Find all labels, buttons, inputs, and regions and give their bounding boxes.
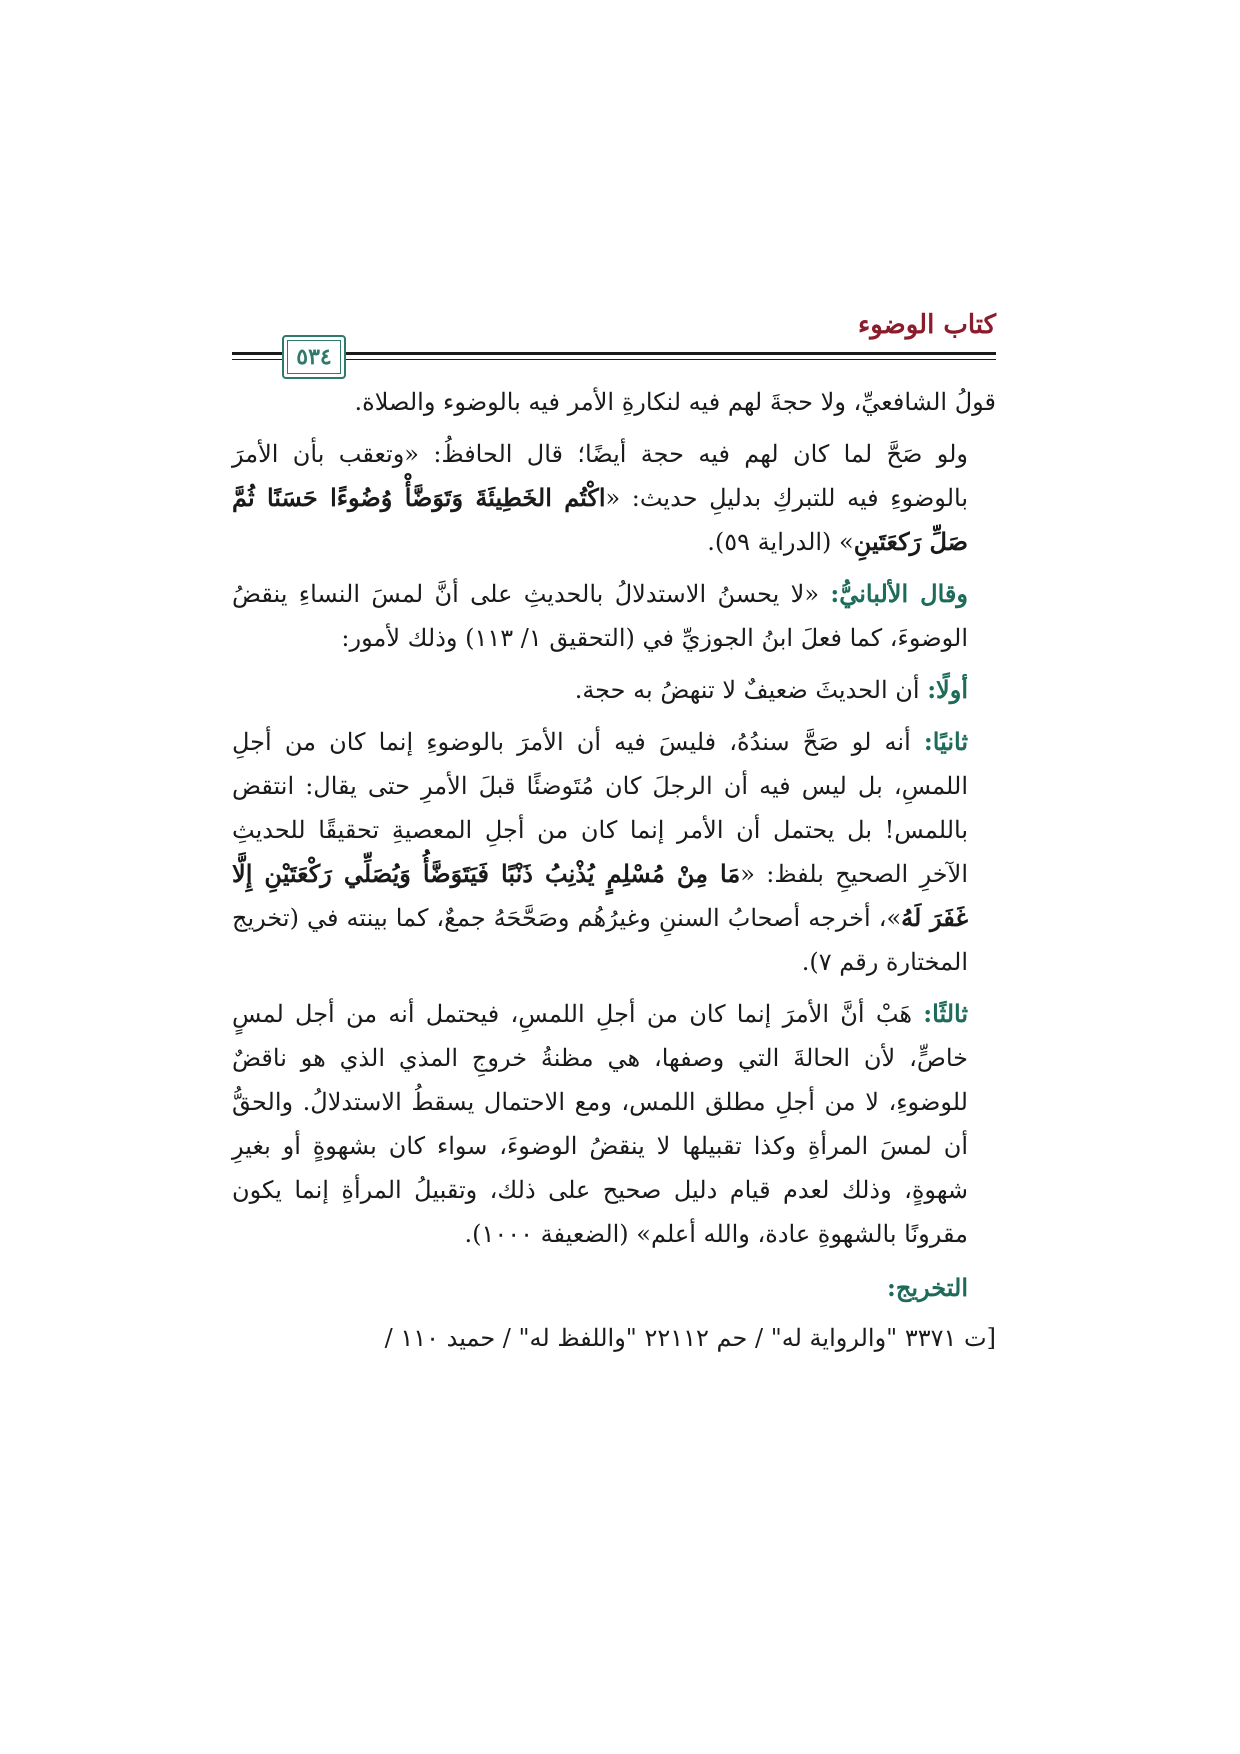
paragraph-1-text: قولُ الشافعيِّ، ولا حجةَ لهم فيه لنكارةِ الأمر فيه بالوضوء والصلاة. <box>354 388 996 416</box>
paragraph-4 <box>232 668 996 712</box>
point-3-label: ثالثًا: <box>923 999 969 1028</box>
paragraph-6-text: هَبْ أنَّ الأمرَ إنما كان من أجلِ اللمسِ، فيحتمل أنه من أجل لمسٍ خاصٍّ، لأن الحالةَ التي وصفها، هي مظنةُ خروجِ المذي الذي هو ناقضٌ للوضوءِ، لا من أجلِ مطلق اللمس، ومع الاحتمال يسقطُ الاستدلالُ. والحقُّ أن لمسَ المرأةِ وكذا تقبيلها لا ينقضُ الوضوءَ، سواء كان بشهوةٍ أو بغيرِ شهوةٍ، وذلك لعدم قيام دليل صحيح على ذلك، وتقبيلُ المرأةِ إنما يكون مقرونًا بالشهوةِ عادة، والله أعلم» (الضعيفة ١٠٠٠). <box>232 1000 968 1248</box>
paragraph-5-text-b: »، أخرجه أصحابُ السننِ وغيرُهُم وصَحَّحَهُ جمعٌ، كما بينته في (تخريج المختارة رقم ٧). <box>232 904 968 976</box>
paragraph-6 <box>232 992 996 1256</box>
albani-label: وقال الألبانيُّ: <box>830 579 968 608</box>
book-title: كتاب الوضوء <box>858 310 996 340</box>
page <box>232 310 996 1360</box>
header-rule-thick <box>232 352 996 355</box>
page-number: ٥٣٤ <box>296 344 332 370</box>
paragraph-1 <box>232 380 996 424</box>
paragraph-2-text-b: » (الدراية ٥٩). <box>707 528 854 556</box>
header-rule-thin <box>232 359 996 360</box>
page-header <box>232 310 996 380</box>
paragraph-5 <box>232 720 996 984</box>
point-2-label: ثانيًا: <box>923 727 969 756</box>
paragraph-3 <box>232 572 996 660</box>
takhrij-reference: [ت ٣٣٧١ "والرواية له" / حم ٢٢١١٢ "واللفظ له" / حميد ١١٠ / <box>384 1324 996 1352</box>
paragraph-4-text: أن الحديثَ ضعيفٌ لا تنهضُ به حجة. <box>574 676 928 704</box>
point-1-label: أولًا: <box>927 675 968 704</box>
paragraph-3-text: «لا يحسنُ الاستدلالُ بالحديثِ على أنَّ لمسَ النساءِ ينقضُ الوضوءَ، كما فعلَ ابنُ الجوزيِّ في (التحقيق ١/ ١١٣) وذلك لأمور: <box>232 580 968 652</box>
page-number-frame <box>282 335 346 379</box>
takhrij-heading: التخريج: <box>887 1273 968 1302</box>
hadith-quote-1: اكْتُم الخَطِيئَةَ وَتَوَضَّأْ وُضُوءًا حَسَنًا ثُمَّ صَلِّ رَكعَتَينِ <box>232 483 968 556</box>
hadith-quote-2: مَا مِنْ مُسْلِمٍ يُذْنِبُ ذَنْبًا فَيَتَوَضَّأُ وَيُصَلِّي رَكْعَتَيْنِ إِلَّا غَفَرَ لَهُ <box>232 859 968 932</box>
paragraph-5-text-a: أنه لو صَحَّ سندُهُ، فليسَ فيه أن الأمرَ بالوضوءِ إنما كان من أجلِ اللمسِ، بل ليس فيه أن الرجلَ كان مُتَوضئًا قبلَ الأمرِ حتى يقال: انتقض باللمس! بل يحتمل أن الأمر إنما كان من أجلِ المعصيةِ تحقيقًا للحديثِ الآخرِ الصحيحِ بلفظ: « <box>232 728 969 888</box>
paragraph-2-text-a: ولو صَحَّ لما كان لهم فيه حجة أيضًا؛ قال الحافظُ: «وتعقب بأن الأمرَ بالوضوءِ فيه للتبركِ بدليلِ حديث: « <box>232 440 969 512</box>
paragraph-2 <box>232 432 996 564</box>
